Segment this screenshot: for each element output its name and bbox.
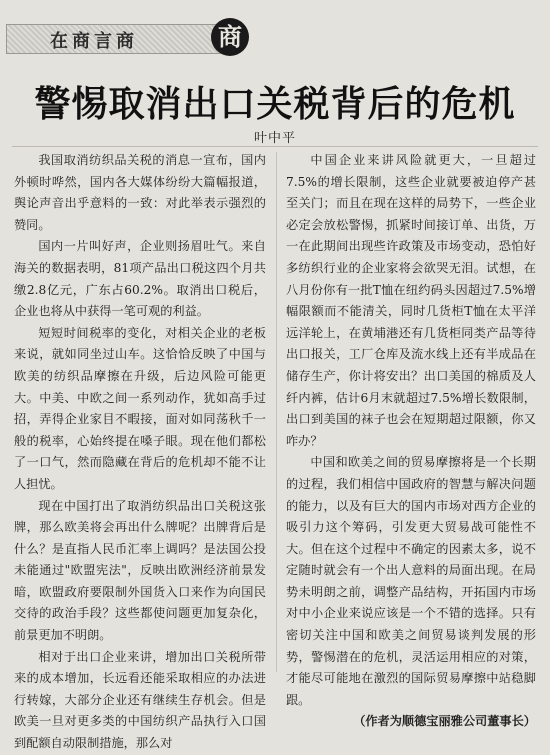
headline: 警惕取消出口关税背后的危机 (34, 84, 516, 125)
paragraph: 现在中国打出了取消纺织品出口关税这张牌，那么欧美将会再出什么牌呢？出牌背后是什么？是直指人民币汇率上调吗？是法国公投未能通过"欧盟宪法"，反映出欧洲经济前景发暗，欧盟政府要限制外国货入口来作为向国民交待的政治手段？这些都使问题更加复杂化，前景更加不明朗。 (14, 498, 266, 643)
paragraph: 短短时间税率的变化，对相关企业的老板来说，就如同坐过山车。这恰恰反映了中国与欧美的纺织品摩擦在升级，后边风险可能更大。中美、中欧之间一系列动作，犹如高手过招，弄得企业家目不暇接，面对如同荡秋千一般的税率，心始终提在嗓子眼。现在他们都松了一口气，然而隐藏在背后的危机却不能不让人担忧。 (14, 325, 266, 491)
article-column-right (286, 150, 536, 733)
paragraph: 中国和欧美之间的贸易摩擦将是一个长期的过程，我们相信中国政府的智慧与解决问题的能力，以及有巨大的国内市场对西方企业的吸引力这个筹码，引发更大贸易战可能性不大。但在这个过程中不确定的因素太多，说不定随时就会有一个出人意料的局面出现。在局势未明朗之前，调整产品结构，开拓国内市场对中小企业来说应该是一个不错的选择。只有密切关注中国和欧美之间贸易谈判发展的形势，警惕潜在的危机，灵活运用相应的对策，才能尽可能地在激烈的国际贸易摩擦中站稳脚跟。 (286, 455, 536, 707)
paragraph: 中国企业来讲风险就更大，一旦超过7.5%的增长限制，这些企业就要被迫停产甚至关门；而且在现在这样的局势下，一些企业必定会放松警惕，抓紧时间接订单、出货，万一在此期间出现些许政策及市场变动，恐怕好多纺织行业的企业家将会欲哭无泪。试想，在八月份你有一批T恤在纽约码头因超过7.5%增幅限额而不能清关，同时几货柜T恤在太平洋远洋轮上，在黄埔港还有几货柜同类产品等待出口报关，工厂仓库及流水线上还有半成品在储存生产，你计将安出？出口美国的棉质及人纤内裤，估计6月末就超过7.5%增长数限制，出口到美国的袜子也会在短期超过限额，你又咋办？ (286, 153, 536, 448)
column-seal: 商 (211, 18, 249, 56)
column-divider (276, 152, 277, 672)
article-column-left (14, 150, 266, 755)
paragraph: 我国取消纺织品关税的消息一宣布，国内外顿时哗然，国内各大媒体纷纷大篇幅报道，舆论声音出乎意料的一致：对此举表示强烈的赞同。 (14, 153, 266, 232)
header-rule (12, 146, 538, 147)
column-banner (6, 18, 246, 60)
paragraph: 相对于出口企业来讲，增加出口关税所带来的成本增加，长远看还能采取相应的办法进行转嫁，大部分企业还有继续生存机会。但是欧美一旦对更多类的中国纺织产品执行入口国到配额自动限制措施，那么对 (14, 649, 266, 751)
byline: 叶中平 (253, 131, 296, 146)
paragraph: 国内一片叫好声，企业则扬眉吐气。来自海关的数据表明，81项产品出口税这四个月共缴2.8亿元，广东占60.2%。取消出口税后，企业也将从中获得一笔可观的利益。 (14, 239, 266, 319)
column-label: 在商言商 (50, 31, 138, 52)
author-note: （作者为顺德宝丽雅公司董事长） (353, 714, 536, 729)
